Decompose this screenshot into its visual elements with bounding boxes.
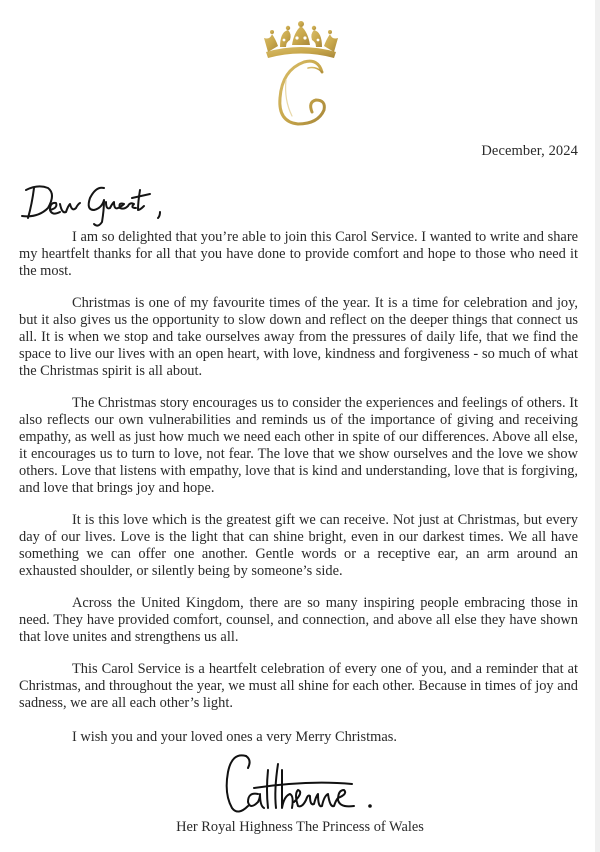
letter-body <box>19 229 578 727</box>
signatory-title: Her Royal Highness The Princess of Wales <box>176 819 424 835</box>
paragraph: It is this love which is the greatest gift we can receive. Not just at Christmas, but every day of our lives. Love is the light that can shine bright, even in our darkest times. We all have something we can offer one another. Gentle words or a receptive ear, an arm around an exhausted shoulder, or silently being by someone’s side. <box>19 512 578 579</box>
handwritten-signature <box>218 750 388 820</box>
paragraph: This Carol Service is a heartfelt celebration of every one of you, and a reminder that at Christmas, and throughout the year, we must all shine for each other. Because in times of joy and sadness, we are all each other’s light. <box>19 661 578 711</box>
crown-monogram-icon <box>256 20 346 130</box>
letter-date: December, 2024 <box>481 143 578 159</box>
paragraph: Christmas is one of my favourite times of the year. It is a time for celebration and joy, but it also gives us the opportunity to slow down and reflect on the deeper things that connect us all. It is when we stop and take ourselves away from the pressures of daily life, that we find the space to live our lives with an open heart, with love, kindness and forgiveness - so much of what the Christmas spirit is all about. <box>19 295 578 379</box>
handwritten-salutation <box>18 178 168 228</box>
paragraph: The Christmas story encourages us to consider the experiences and feelings of others. It also reflects our own vulnerabilities and reminds us of the importance of giving and receiving empathy, as well as just how much we need each other in spite of our differences. Above all else, it encourages us to turn to love, not fear. The love that we show ourselves and the love we show others. Love that listens with empathy, love that is kind and understanding, love that is forgiving, and love that brings joy and hope. <box>19 395 578 496</box>
paragraph: Across the United Kingdom, there are so many inspiring people embracing those in need. They have provided comfort, counsel, and connection, and above all else they have shown that love unites and strengthens us all. <box>19 595 578 645</box>
page-edge <box>595 0 600 852</box>
paragraph: I am so delighted that you’re able to join this Carol Service. I wanted to write and share my heartfelt thanks for all that you have done to provide comfort and hope to those who need it the most. <box>19 229 578 279</box>
closing-line: I wish you and your loved ones a very Merry Christmas. <box>72 729 397 745</box>
